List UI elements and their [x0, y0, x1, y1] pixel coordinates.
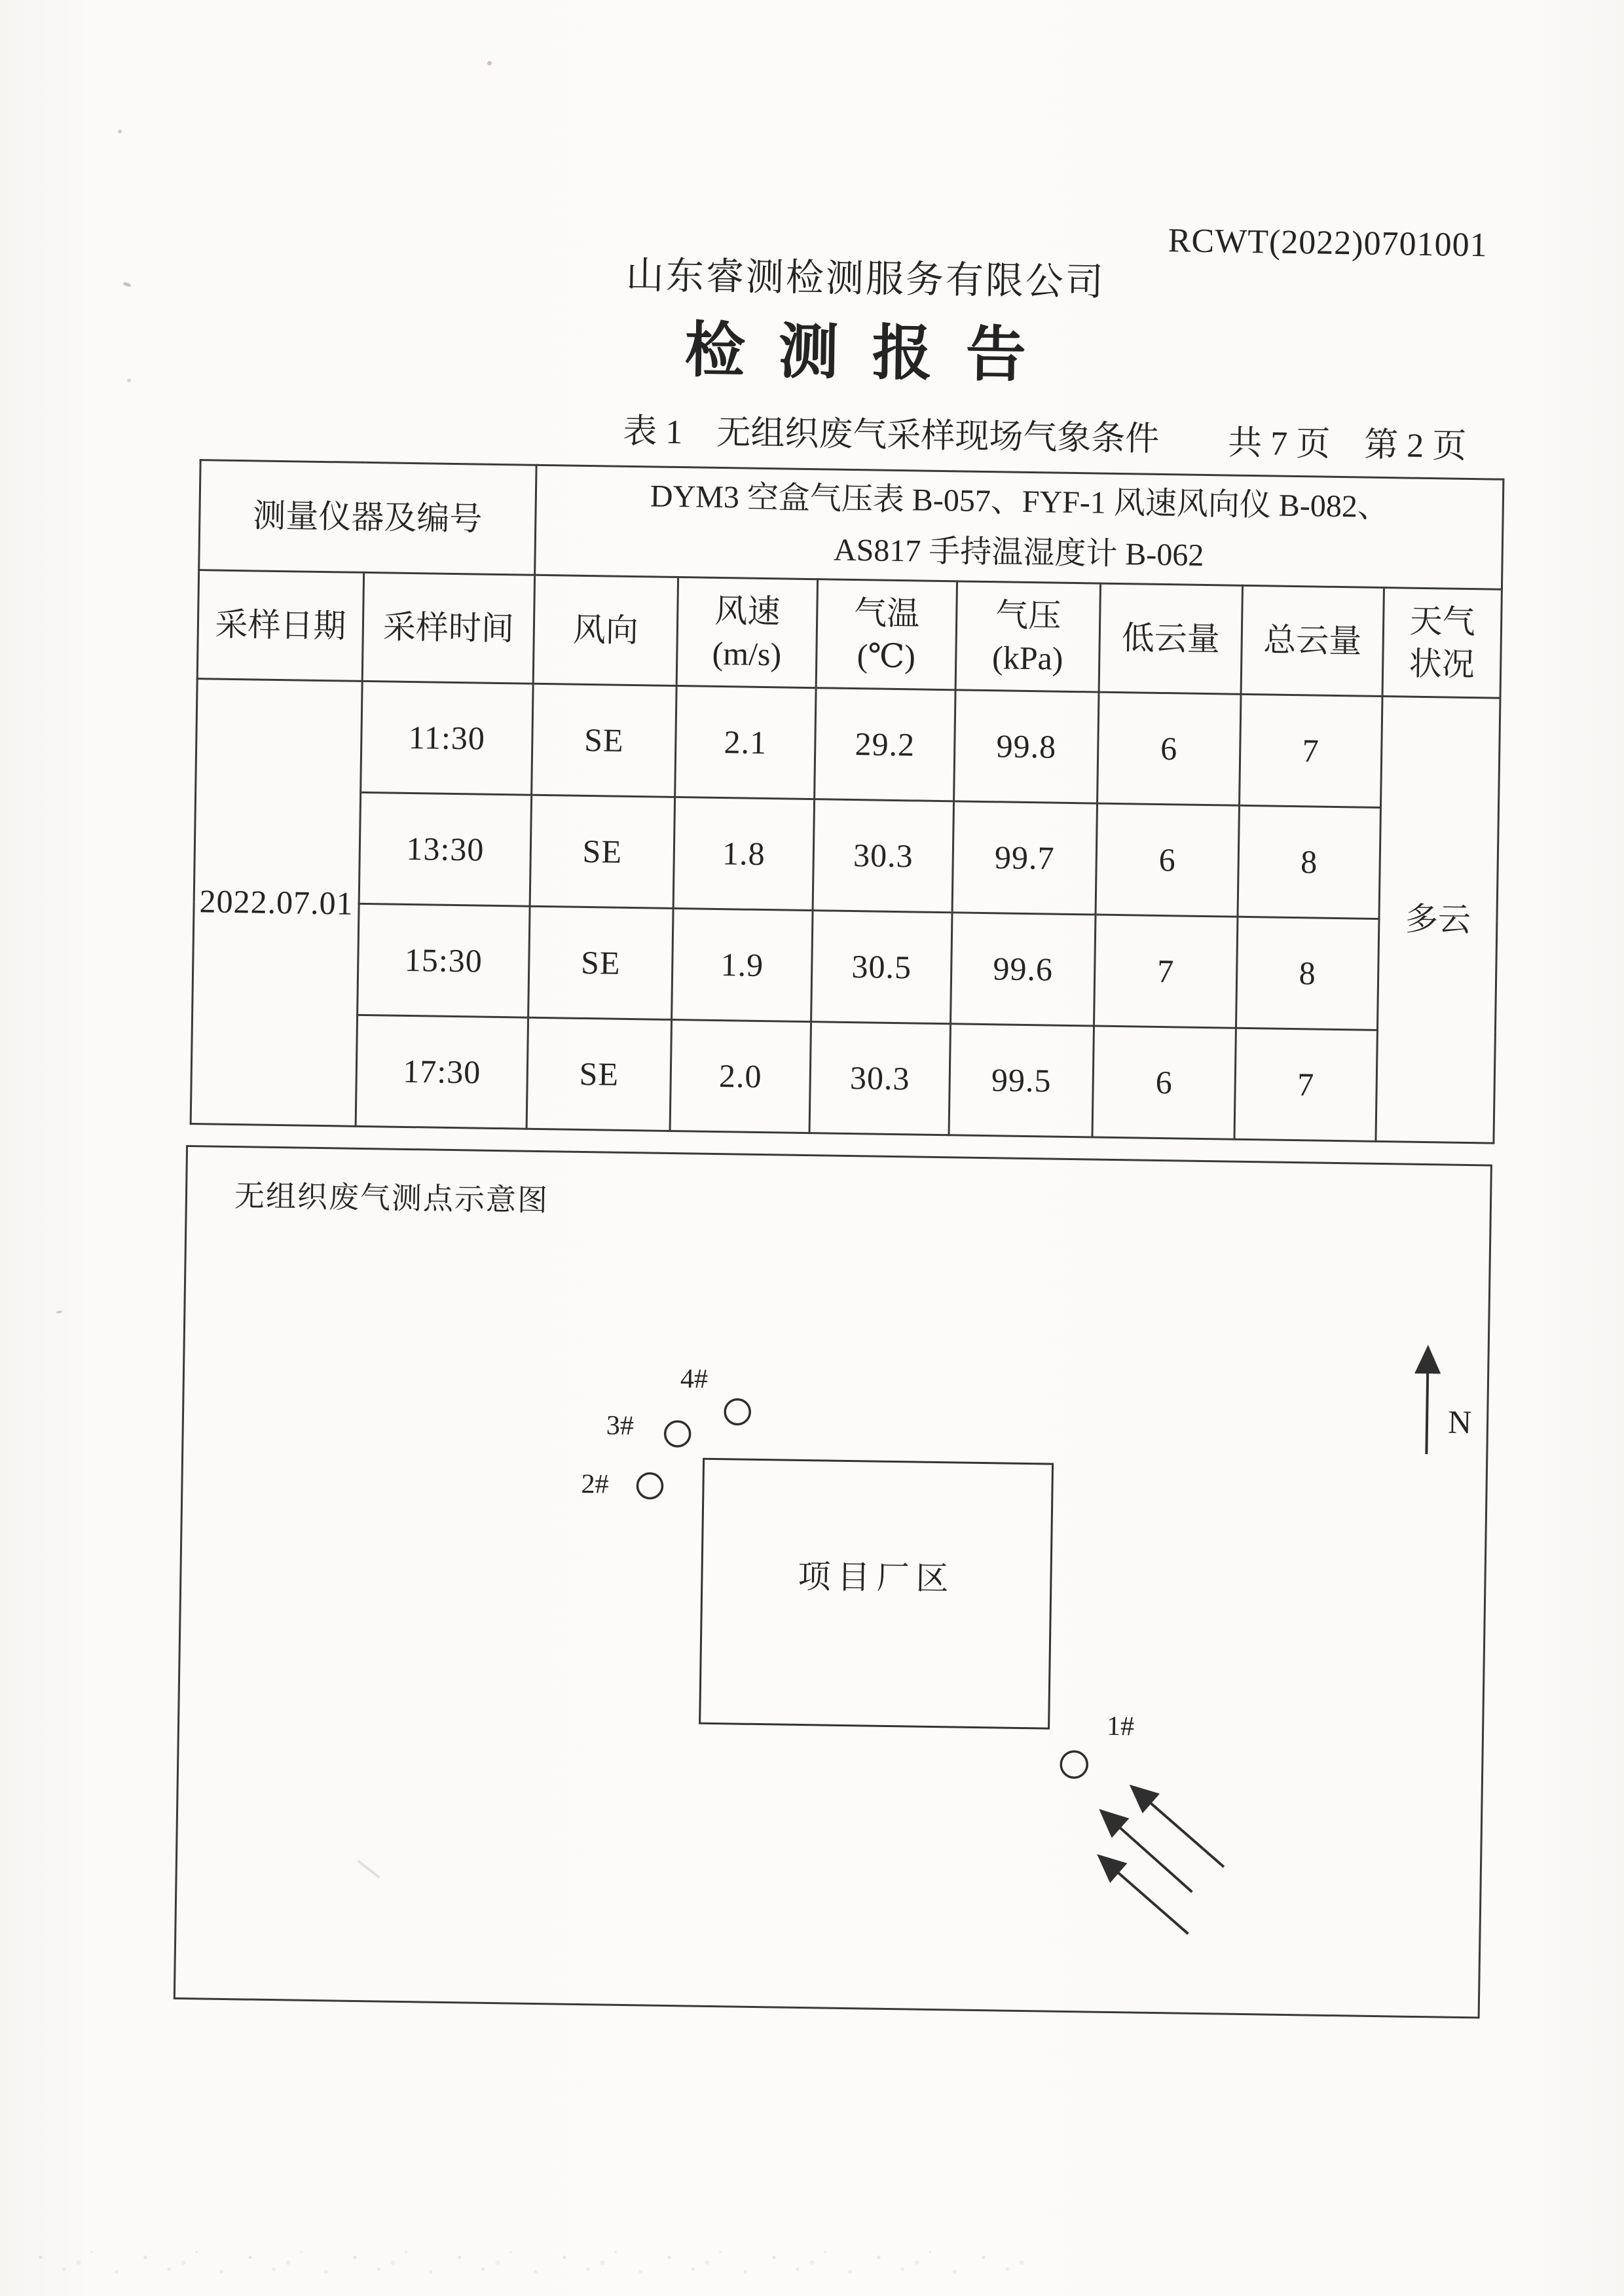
scan-artifact	[487, 61, 492, 65]
monitoring-point-circle-4	[725, 1399, 750, 1425]
factory-area-box	[699, 1458, 1054, 1730]
point-label-1: 1#	[1106, 1711, 1135, 1742]
header-weather	[1382, 588, 1502, 699]
monitoring-point-circle-1	[1061, 1751, 1088, 1778]
header-date: 采样日期	[197, 570, 363, 682]
header-pressure	[955, 581, 1100, 692]
header-temp-line2: (℃)	[857, 636, 916, 674]
header-total-cloud: 总云量	[1241, 585, 1384, 696]
pressure-cell: 99.5	[949, 1024, 1094, 1137]
monitoring-point-circle-2	[637, 1473, 663, 1499]
report-title: 检 测 报 告	[684, 317, 1036, 390]
sampling-date-cell: 2022.07.01	[191, 679, 362, 1127]
page-info: 共 7 页 第 2 页	[1227, 424, 1467, 465]
wind-direction-arrows	[1098, 1786, 1225, 1935]
header-wind-speed-line2: (m/s)	[712, 634, 782, 672]
scan-artifact	[118, 130, 122, 134]
table-row	[191, 1013, 1495, 1144]
temp-cell: 30.3	[813, 799, 953, 913]
scan-artifact	[33, 2238, 1028, 2284]
wind-speed-cell: 2.0	[670, 1019, 811, 1133]
total-cloud-cell: 8	[1236, 917, 1378, 1030]
header-weather-line2: 状况	[1409, 645, 1475, 683]
temp-cell: 30.3	[809, 1022, 950, 1135]
wind-speed-cell: 1.9	[672, 908, 813, 1021]
instrument-value-cell	[535, 465, 1504, 589]
header-wind-dir: 风向	[533, 575, 678, 685]
instrument-row	[199, 460, 1504, 590]
low-cloud-cell: 6	[1092, 1026, 1236, 1139]
pressure-cell: 99.7	[952, 801, 1097, 915]
header-weather-line1: 天气	[1409, 602, 1476, 640]
header-pressure-line1: 气压	[995, 596, 1061, 634]
point-label-4: 4#	[680, 1364, 709, 1394]
table-caption: 表 1 无组织废气采样现场气象条件	[622, 412, 1160, 458]
factory-area-label: 项目厂区	[798, 1558, 955, 1597]
point-label-2: 2#	[581, 1468, 609, 1500]
table-row	[196, 679, 1500, 810]
wind-dir-cell: SE	[528, 906, 673, 1019]
header-temp	[816, 579, 957, 690]
time-cell: 15:30	[358, 903, 530, 1017]
time-cell: 13:30	[359, 792, 531, 906]
point-label-3: 3#	[606, 1410, 635, 1442]
table-row	[193, 902, 1497, 1032]
table-row	[194, 790, 1498, 921]
company-name: 山东睿测检测服务有限公司	[625, 253, 1106, 304]
scan-artifact	[127, 378, 131, 382]
total-cloud-cell: 7	[1234, 1028, 1377, 1141]
header-low-cloud: 低云量	[1099, 583, 1242, 694]
wind-dir-cell: SE	[526, 1017, 671, 1131]
header-wind-speed	[676, 577, 817, 688]
total-cloud-cell: 7	[1240, 694, 1382, 807]
low-cloud-cell: 6	[1096, 803, 1239, 917]
weather-conditions-table	[190, 459, 1505, 1144]
wind-speed-cell: 2.1	[675, 686, 816, 799]
time-cell: 17:30	[356, 1015, 528, 1129]
instrument-line-2: AS817 手持温湿度计 B-062	[833, 532, 1204, 573]
north-label: N	[1447, 1403, 1472, 1441]
diagram-section	[174, 1145, 1492, 2018]
header-temp-line1: 气温	[853, 594, 920, 632]
header-row	[197, 570, 1502, 699]
monitoring-point-circle-3	[665, 1421, 690, 1447]
wind-speed-cell: 1.8	[673, 797, 814, 910]
time-cell: 11:30	[361, 681, 533, 795]
low-cloud-cell: 6	[1098, 692, 1241, 805]
total-cloud-cell: 8	[1238, 805, 1380, 919]
diagram-title: 无组织废气测点示意图	[234, 1179, 549, 1218]
wind-dir-cell: SE	[530, 795, 674, 908]
low-cloud-cell: 7	[1094, 915, 1237, 1028]
north-arrow-icon	[1426, 1347, 1428, 1454]
header-wind-speed-line1: 风速	[714, 592, 781, 630]
weather-cell: 多云	[1376, 696, 1500, 1143]
report-number: RCWT(2022)0701001	[1168, 222, 1488, 264]
header-time: 采样时间	[362, 572, 534, 683]
temp-cell: 29.2	[815, 688, 955, 801]
pressure-cell: 99.8	[954, 690, 1099, 803]
instrument-label-cell: 测量仪器及编号	[199, 460, 536, 575]
wind-dir-cell: SE	[532, 683, 676, 797]
header-pressure-line2: (kPa)	[991, 638, 1063, 677]
instrument-line-1: DYM3 空盒气压表 B-057、FYF-1 风速风向仪 B-082、	[650, 478, 1390, 524]
pressure-cell: 99.6	[951, 913, 1096, 1026]
temp-cell: 30.5	[811, 911, 952, 1024]
